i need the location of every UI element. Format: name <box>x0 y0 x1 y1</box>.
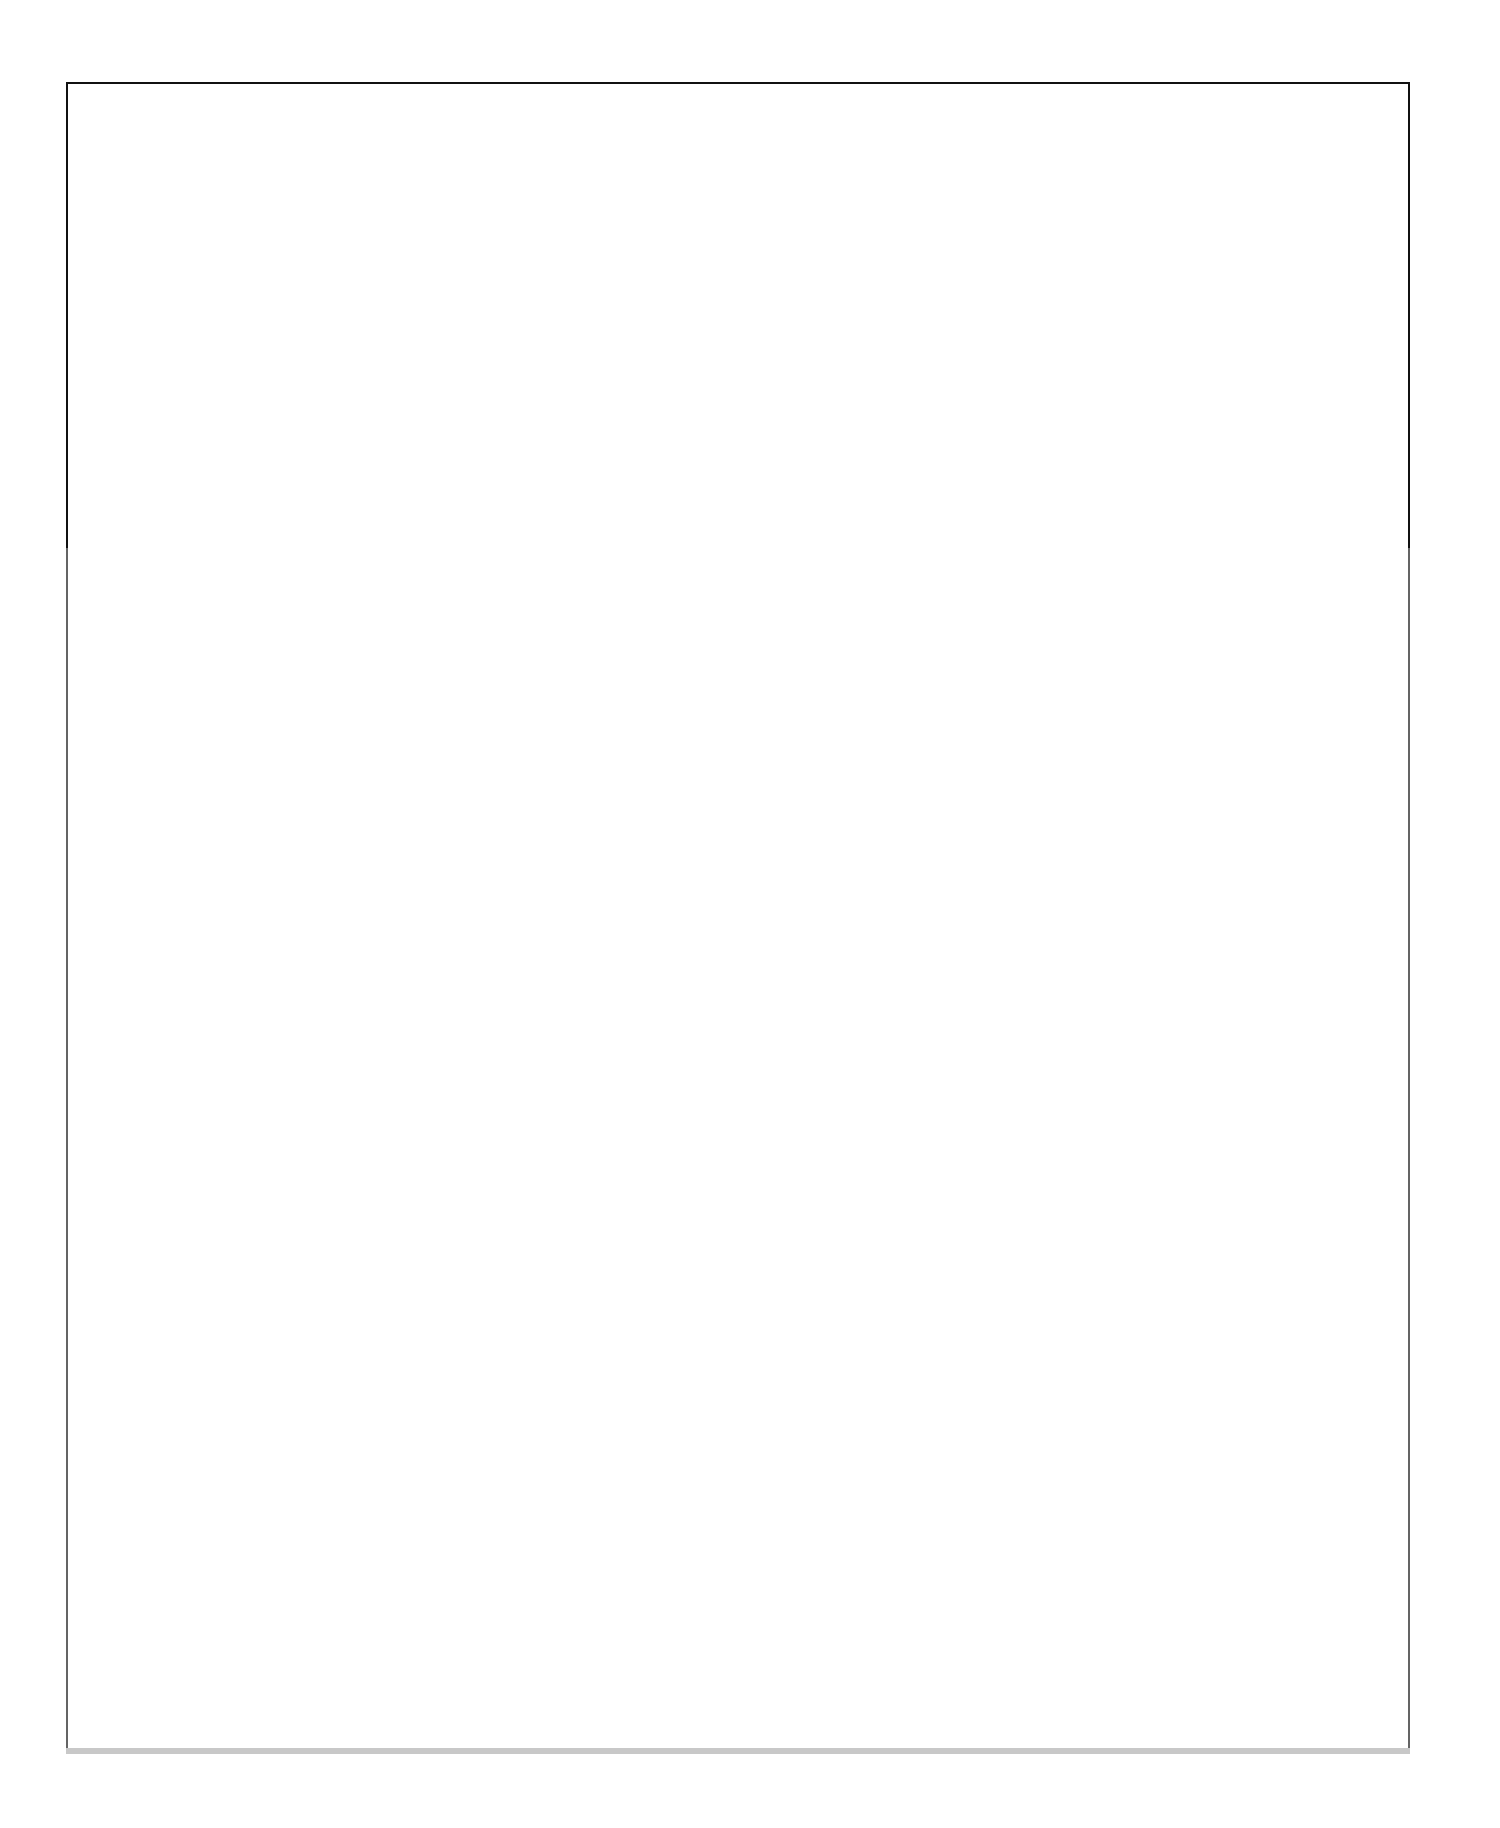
top-wiring-section <box>68 84 1408 554</box>
sheet-bottom-border <box>66 1748 1410 1754</box>
blur-overlay <box>56 548 1416 1758</box>
